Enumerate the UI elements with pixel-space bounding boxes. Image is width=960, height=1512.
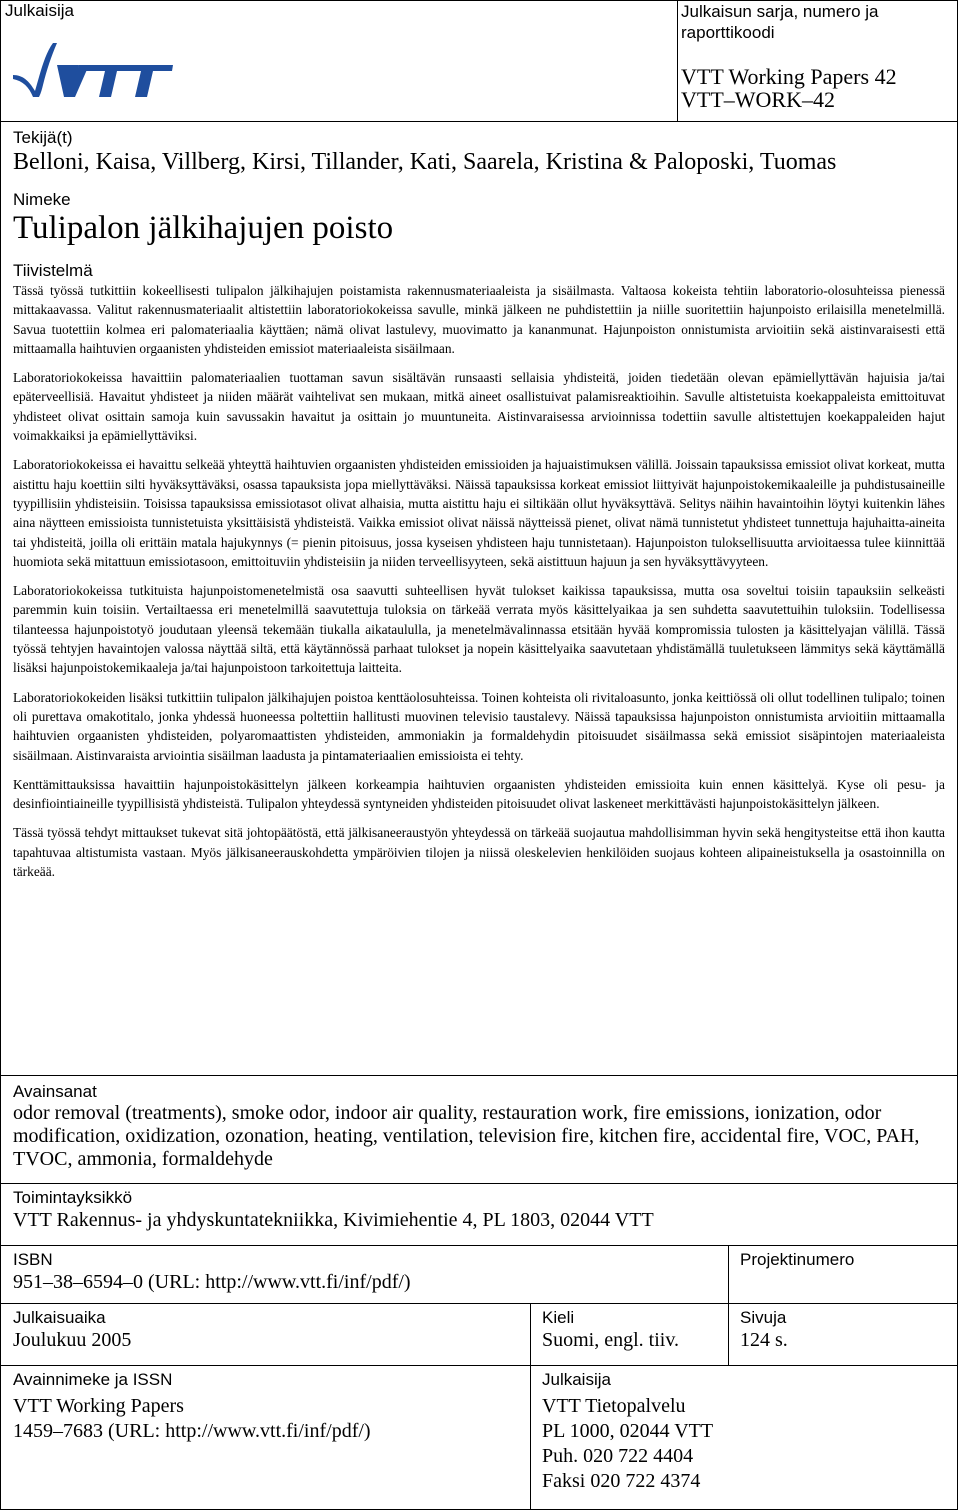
sheet-header	[1, 1, 957, 121]
isbn-label: ISBN	[13, 1250, 53, 1269]
publisher-line: Faksi 020 722 4374	[542, 1470, 701, 1492]
title-label: Nimeke	[13, 190, 71, 209]
abstract-paragraph: Tässä työssä tehdyt mittaukset tukevat sitä johtopäätöstä, että jälkisaneeraustyön yhteydessä on tärkeää suojautua mahdollisimman hyvin sekä hengitysteitse että ihon kautta tapahtuvaa altistumista vastaan. Myös jälkisaneerauskohdetta ympäröivien tilojen ja niissä oleskelevien henkilöiden suojaus kohteen alipaineistuksella ja osastoinnilla on tärkeää.	[13, 825, 945, 880]
publisher-box-label: Julkaisija	[542, 1370, 611, 1389]
date-row	[1, 1303, 957, 1365]
language-value: Suomi, engl. tiiv.	[542, 1329, 680, 1351]
issn-cell	[1, 1366, 530, 1510]
date-cell	[1, 1304, 530, 1365]
date-label: Julkaisuaika	[13, 1308, 106, 1327]
issn-row	[1, 1365, 957, 1510]
series-line-2: VTT–WORK–42	[681, 87, 835, 112]
pages-label: Sivuja	[740, 1308, 787, 1327]
abstract-paragraph: Tässä työssä tutkittiin kokeellisesti tulipalon jälkihajujen poistamista rakennusmateriaaleista ja sisäilmasta. Valtaosa kokeista tehtiin laboratorio-olosuhteissa pienessä mittakaavassa. Valitut rakennusmateriaalit altistettiin laboratoriokokeissa savulle, minkä jälkeen ne puhdistettiin ja niille suoritettiin hajunpoisto erilaisilla menetelmillä. Savua tuotettiin kolmea eri palomateriaalia käyttäen; nämä olivat lastulevy, muovimatto ja kananmunat. Hajunpoiston onnistumista arvioitiin sekä aistinvaraisesti että mittaamalla haihtuvien orgaanisten yhdisteiden emissiot materiaaleista sisäilmaan.	[13, 283, 945, 356]
isbn-row	[1, 1245, 957, 1303]
abstract-label: Tiivistelmä	[13, 261, 93, 280]
publisher-contact	[542, 1394, 945, 1494]
authors-label: Tekijä(t)	[13, 128, 73, 147]
publisher-cell	[530, 1366, 957, 1510]
main-section	[1, 121, 957, 1058]
isbn-value: 951–38–6594–0 (URL: http://www.vtt.fi/inf/pdf/)	[13, 1271, 411, 1293]
unit-label: Toimintayksikkö	[13, 1188, 133, 1207]
publisher-label: Julkaisija	[5, 1, 74, 20]
document-title: Tulipalon jälkihajujen poisto	[13, 210, 394, 246]
vtt-logo	[13, 41, 173, 103]
project-label: Projektinumero	[740, 1250, 855, 1269]
keywords-value: odor removal (treatments), smoke odor, indoor air quality, restauration work, fire emissions, ionization, odor modification, oxidization, ozonation, heating, ventilation, television fire, kitchen fire, accidental fire, VOC, PAH, TVOC, ammonia, formaldehyde	[13, 1102, 920, 1170]
pages-value: 124 s.	[740, 1329, 788, 1351]
keywords-section	[1, 1075, 957, 1176]
issn-value	[13, 1394, 518, 1444]
unit-section	[1, 1183, 957, 1245]
language-cell	[530, 1304, 728, 1365]
abstract-body	[13, 281, 945, 881]
abstract-paragraph: Laboratoriokokeissa tutkituista hajunpoistomenetelmistä osa saavutti suhteellisen hyvät tulokset kaikissa tapauksissa, mutta osa soveltui toisiin tapauksiin selkeästi paremmin kuin toisiin. Vertailtaessa eri menetelmillä saavutettuja tuloksia on tärkeää verrata myös käsittelyaikaa ja sen suhdetta saavutettuihin tuloksiin. Todellisessa tilanteessa hajunpoistotyö joudutaan yleensä tekemään tiukalla aikataululla, ja menetelmävalinnassa etsitään hyvää kompromissia tulosten ja käsittelyajan välillä. Tässä työssä tehtyjen havaintojen valossa näyttää siltä, että käytännössä parhaat tulokset ja nopein käsittelyaika saavutetaan yhdistämällä tuuletukseen lämmitys sekä käyttämällä lisäksi hajunpoistokemikaaleja ja/tai hajunpoistoon tarkoitettuja laitteita.	[13, 583, 945, 676]
keywords-label: Avainsanat	[13, 1082, 97, 1101]
series-cell	[677, 1, 959, 121]
date-value: Joulukuu 2005	[13, 1329, 132, 1351]
isbn-cell	[1, 1246, 728, 1303]
abstract-paragraph: Laboratoriokokeiden lisäksi tutkittiin tulipalon jälkihajujen poistoa kenttäolosuhteissa. Toinen kohteista oli rivitaloasunto, jonka keittiössä oli ollut todellinen tulipalo; toinen oli purettava omakotitalo, jonka yhdessä huoneessa poltettiin hallitusti muovinen televisio taustalevy. Näissä tapauksissa hajunpoiston onnistumista arvioitiin mittaamalla haihtuvien orgaanisten yhdisteiden, polyaromaattisten yhdisteiden, ammoniakin ja formaldehydin pitoisuudet sisäilmassa sekä emissiot sisäpintojen materiaaleista sisäilmaan. Aistinvaraista arviointia sisäilman laadusta ja pintamateriaalien emissioista ei tehty.	[13, 689, 945, 763]
abstract-paragraph: Kenttämittauksissa havaittiin hajunpoistokäsittelyn jälkeen korkeampia haihtuvien orgaanisten yhdisteiden emissioita kuin ennen käsittelyä. Kyse oli pesu- ja desinfiointiaineille tyypillisistä yhdisteistä. Tulipalon yhteydessä syntyneiden yhdisteiden pitoisuudet olivat laskeneet merkittävästi hajunpoistokäsittelyn jälkeen.	[13, 776, 945, 812]
language-label: Kieli	[542, 1308, 575, 1327]
publisher-line: PL 1000, 02044 VTT	[542, 1420, 714, 1442]
abstract-paragraph: Laboratoriokokeissa ei havaittu selkeää yhteyttä haihtuvien orgaanisten yhdisteiden emissioiden ja hajuaistimuksen välillä. Joissain tapauksissa emissiot olivat korkeat, mutta aistittu haju koettiin silti hyväksyttäväksi, osassa tapauksista jopa miellyttäväksi. Näissä tapauksissa korkeat emissiot liittyivät hajunpoistokemikaaleille ja puhdistusaineille tyypillisiin yhdisteisiin. Toisissa tapauksissa emissiotasot olivat alhaisia, mutta aistittu haju ei siltikään ollut hyväksyttävä. Selitys näihin havaintoihin löytyi kuitenkin lähes aina näytteen emissioista tunnistetuista yksittäisistä yhdisteistä. Vaikka emissiot olivat näissä näytteissä pienet, olivat nämä tunnistetut yhdisteet tunnettuja hajuhaitta-aineita tai yhdisteitä, joilla oli erittäin matala hajukynnys (= pienin pitoisuus, jossa kyseisen yhdisteen haju tunnistetaan). Hajunpoiston tuloksellisuutta arvioitaessa tulee kiinnittää huomiota sekä mitattuun emissiotasoon, emittoituviin yhdisteisiin ja niiden terveellisyyteen, sekä aistittuun hajuun ja sen hyväksyttävyyteen.	[13, 457, 945, 569]
abstract-paragraph: Laboratoriokokeissa havaittiin palomateriaalien tuottaman savun sisältävän runsaasti sellaisia yhdisteitä, joiden tiedetään olevan epämiellyttävän hajuisia ja/tai epäterveellisiä. Havaitut yhdisteet ja niiden määrät vaihtelivat sen mukaan, mitkä aineet osallistuivat palamisreaktioihin. Savulle altistetuista koekappaleista emittoituvat yhdisteet olivat osittain samoja kuin savussakin havaitut ja osittain jo muuntuneita. Aistinvaraisessa arvioinnissa todettiin savulle altistettujen koekappaleiden hajut voimakkaiksi ja epämiellyttäviksi.	[13, 370, 945, 444]
series-line-1: VTT Working Papers 42	[681, 64, 897, 89]
publisher-line: VTT Tietopalvelu	[542, 1395, 686, 1417]
series-label: Julkaisun sarja, numero ja raporttikoodi	[681, 2, 879, 42]
issn-line-1: VTT Working Papers	[13, 1395, 184, 1417]
pages-cell	[728, 1304, 957, 1365]
authors-value: Belloni, Kaisa, Villberg, Kirsi, Tillander, Kati, Saarela, Kristina & Paloposki, Tuomas	[13, 149, 837, 175]
publisher-line: Puh. 020 722 4404	[542, 1445, 694, 1467]
issn-label: Avainnimeke ja ISSN	[13, 1370, 173, 1389]
unit-value: VTT Rakennus- ja yhdyskuntatekniikka, Kivimiehentie 4, PL 1803, 02044 VTT	[13, 1209, 654, 1231]
series-value	[681, 65, 897, 111]
issn-line-2: 1459–7683 (URL: http://www.vtt.fi/inf/pdf/)	[13, 1420, 371, 1442]
project-cell	[728, 1246, 957, 1303]
